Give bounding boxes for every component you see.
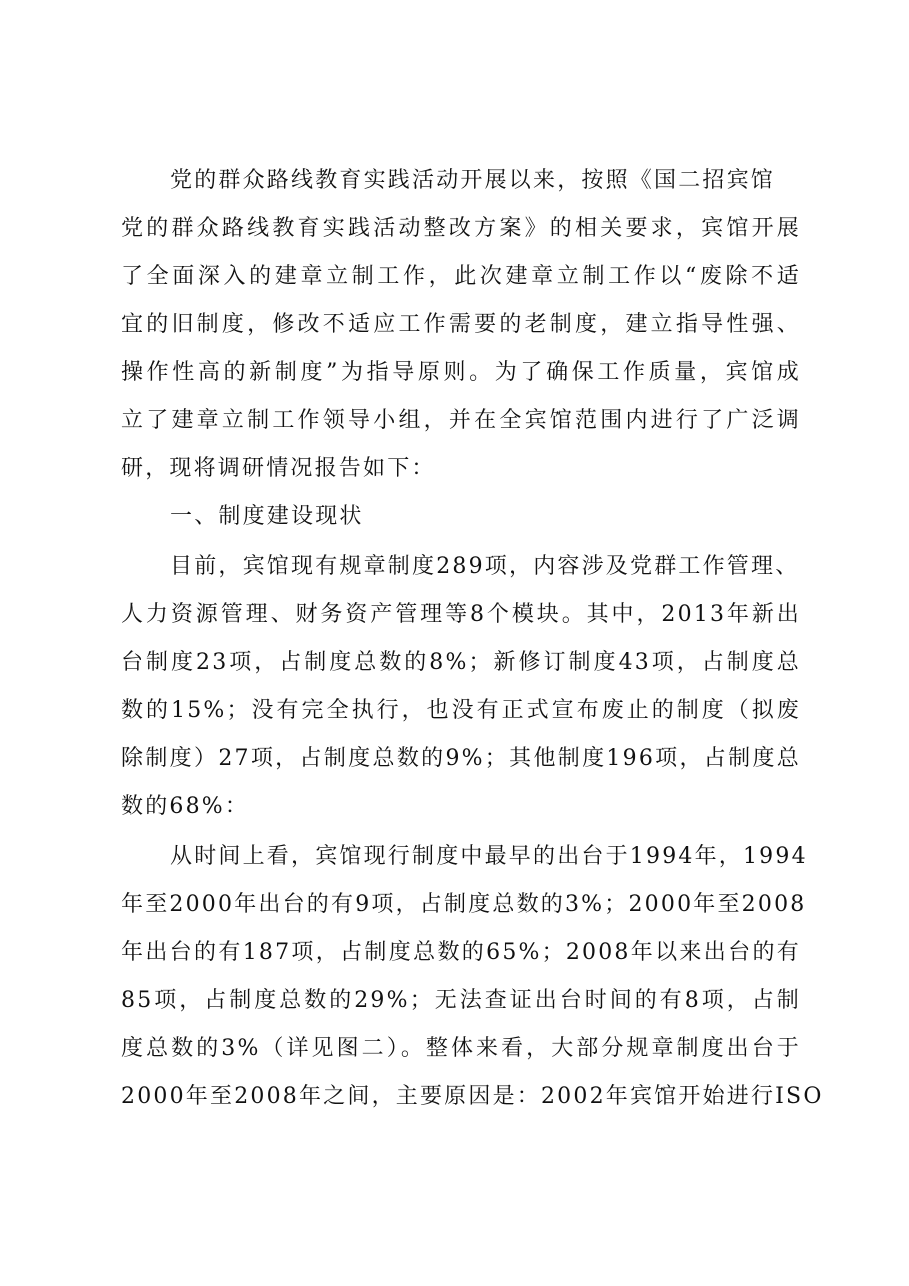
paragraph-3-line-5: 度总数的3%（详见图二）。整体来看，大部分规章制度出台于 (121, 1036, 801, 1061)
paragraph-2-line-2: 人力资源管理、财务资产管理等8个模块。其中，2013年新出 (121, 602, 801, 627)
paragraph-1-line-4: 宜的旧制度，修改不适应工作需要的老制度，建立指导性强、 (121, 312, 801, 337)
paragraph-1-line-2: 党的群众路线教育实践活动整改方案》的相关要求，宾馆开展 (121, 216, 801, 241)
paragraph-1-line-3: 了全面深入的建章立制工作，此次建章立制工作以“废除不适 (121, 264, 801, 289)
paragraph-3-line-3: 年出台的有187项，占制度总数的65%；2008年以来出台的有 (121, 940, 801, 965)
paragraph-3-line-4: 85项，占制度总数的29%；无法查证出台时间的有8项，占制 (121, 988, 801, 1013)
paragraph-2-line-3: 台制度23项，占制度总数的8%；新修订制度43项，占制度总 (121, 650, 801, 675)
paragraph-1-line-5: 操作性高的新制度”为指导原则。为了确保工作质量，宾馆成 (121, 360, 801, 385)
paragraph-1-line-7: 研，现将调研情况报告如下： (121, 456, 436, 481)
paragraph-2-line-4: 数的15%；没有完全执行，也没有正式宣布废止的制度（拟废 (121, 698, 801, 723)
paragraph-3-line-2: 年至2000年出台的有9项，占制度总数的3%；2000年至2008 (121, 892, 807, 917)
paragraph-2-line-1: 目前，宾馆现有规章制度289项，内容涉及党群工作管理、 (170, 554, 800, 579)
paragraph-3-line-6: 2000年至2008年之间，主要原因是：2002年宾馆开始进行ISO (121, 1084, 824, 1109)
paragraph-1-line-6: 立了建章立制工作领导小组，并在全宾馆范围内进行了广泛调 (121, 408, 801, 433)
paragraph-2-line-5: 除制度）27项，占制度总数的9%；其他制度196项，占制度总 (121, 746, 801, 771)
paragraph-2-line-6: 数的68%： (121, 794, 250, 819)
section-heading: 一、制度建设现状 (170, 504, 364, 529)
paragraph-1-line-1: 党的群众路线教育实践活动开展以来，按照《国二招宾馆 (170, 168, 776, 193)
paragraph-3-line-1: 从时间上看，宾馆现行制度中最早的出台于1994年，1994 (170, 844, 808, 869)
